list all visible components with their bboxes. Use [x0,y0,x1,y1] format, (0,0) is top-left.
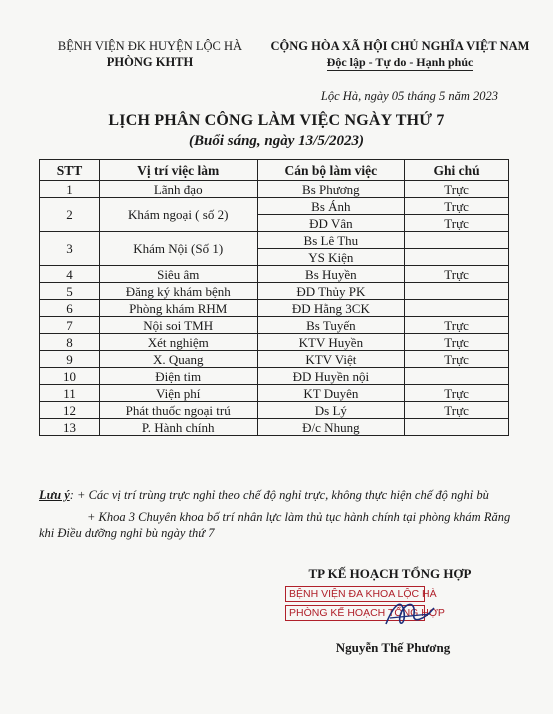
table-header-row [40,160,509,181]
cell-stt: 11 [40,385,100,402]
department-name: PHÒNG KHTH [106,55,194,69]
cell-stt: 12 [40,402,100,419]
header-staff: Cán bộ làm việc [257,160,405,181]
notes-label: Lưu ý [39,488,70,502]
note-2: + Khoa 3 Chuyên khoa bố trí nhân lực làm thủ tục hành chính tại phòng khám Răng khi Điều dưỡng nghỉ bù ngày thứ 7 [39,510,511,540]
cell-note [405,232,509,249]
cell-position: Khám ngoại ( số 2) [99,198,257,232]
cell-staff: Bs Tuyến [257,317,405,334]
cell-note: Trực [405,181,509,198]
cell-staff: ĐD Hằng 3CK [257,300,405,317]
cell-stt: 8 [40,334,100,351]
table-row [40,385,509,402]
cell-note: Trực [405,266,509,283]
cell-stt: 4 [40,266,100,283]
cell-position: Lãnh đạo [99,181,257,198]
cell-staff: Đ/c Nhung [257,419,405,436]
note-1-text: : + Các vị trí trùng trực nghỉ theo chế độ nghỉ trực, không thực hiện chế độ nghỉ bù [69,488,489,502]
header-position: Vị trí việc làm [99,160,257,181]
notes-block [39,487,514,541]
cell-staff: ĐD Huyền nội [257,368,405,385]
table-row [40,317,509,334]
cell-note: Trực [405,215,509,232]
cell-stt: 3 [40,232,100,266]
cell-staff: Ds Lý [257,402,405,419]
cell-staff: Bs Ánh [257,198,405,215]
cell-position: Siêu âm [99,266,257,283]
cell-note: Trực [405,317,509,334]
cell-note [405,419,509,436]
table-row [40,351,509,368]
cell-staff: ĐD Thủy PK [257,283,405,300]
cell-note [405,368,509,385]
handwritten-signature [380,594,440,634]
cell-staff: Bs Huyền [257,266,405,283]
signatory-name: Nguyễn Thế Phương [335,640,451,655]
table-row [40,334,509,351]
date-line: Lộc Hà, ngày 05 tháng 5 năm 2023 [320,89,498,103]
cell-note: Trực [405,351,509,368]
cell-stt: 13 [40,419,100,436]
cell-stt: 1 [40,181,100,198]
nation-name: CỘNG HÒA XÃ HỘI CHỦ NGHĨA VIỆT NAM [270,39,530,53]
cell-stt: 2 [40,198,100,232]
cell-stt: 6 [40,300,100,317]
table-row [40,198,509,215]
cell-staff: Bs Lê Thu [257,232,405,249]
table-row [40,266,509,283]
table-row [40,300,509,317]
cell-position: Khám Nội (Số 1) [99,232,257,266]
cell-position: Xét nghiệm [99,334,257,351]
cell-note: Trực [405,198,509,215]
note-1 [39,487,514,503]
cell-staff: Bs Phương [257,181,405,198]
cell-note [405,300,509,317]
header-notes: Ghi chú [405,160,509,181]
cell-position: Phát thuốc ngoại trú [99,402,257,419]
cell-position: Phòng khám RHM [99,300,257,317]
schedule-table [39,159,509,436]
cell-staff: YS Kiện [257,249,405,266]
cell-note: Trực [405,385,509,402]
cell-note: Trực [405,402,509,419]
cell-stt: 7 [40,317,100,334]
signatory-title: TP KẾ HOẠCH TỔNG HỢP [308,566,472,581]
table-row [40,368,509,385]
cell-stt: 9 [40,351,100,368]
cell-position: Điện tim [99,368,257,385]
document-subtitle: (Buổi sáng, ngày 13/5/2023) [188,133,365,149]
national-header [255,38,545,71]
table-row [40,232,509,249]
cell-staff: ĐD Vân [257,215,405,232]
motto: Độc lập - Tự do - Hạnh phúc [326,55,474,69]
cell-staff: KTV Việt [257,351,405,368]
table-row [40,402,509,419]
document-title: LỊCH PHÂN CÔNG LÀM VIỆC NGÀY THỨ 7 [108,112,445,129]
table-row [40,181,509,198]
header-stt: STT [40,160,100,181]
hospital-name: BỆNH VIỆN ĐK HUYỆN LỘC HÀ [57,39,243,53]
cell-staff: KTV Huyền [257,334,405,351]
cell-position: Viện phí [99,385,257,402]
cell-position: X. Quang [99,351,257,368]
cell-stt: 10 [40,368,100,385]
cell-staff: KT Duyên [257,385,405,402]
cell-stt: 5 [40,283,100,300]
cell-note [405,283,509,300]
table-row [40,283,509,300]
stamp-line-2: PHÒNG KẾ HOẠCH TỔNG HỢP [285,605,425,621]
issuer-block [50,38,250,70]
stamp-line-1: BỆNH VIỆN ĐA KHOA LỘC HÀ [285,586,425,602]
cell-position: P. Hành chính [99,419,257,436]
table-row [40,419,509,436]
cell-position: Đăng ký khám bệnh [99,283,257,300]
cell-position: Nội soi TMH [99,317,257,334]
cell-note [405,249,509,266]
cell-note: Trực [405,334,509,351]
